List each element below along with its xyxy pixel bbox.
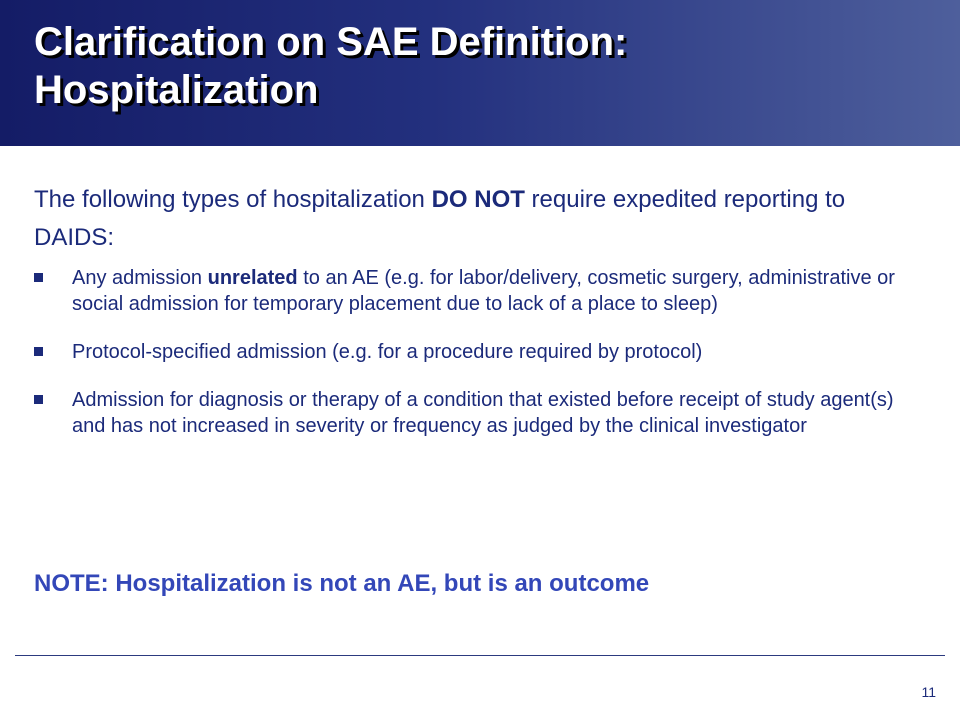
bullet-1-text-start: Any admission <box>72 267 208 289</box>
bullet-list <box>34 265 924 461</box>
bullet-2-text: Protocol-specified admission (e.g. for a procedure required by protocol) <box>72 341 703 363</box>
bullet-3-text: Admission for diagnosis or therapy of a condition that existed before receipt of study agent(s) and has not increased in severity or frequency as judged by the clinical investigator <box>72 389 894 437</box>
page-number: 11 <box>921 684 936 700</box>
bullet-item-preexisting-condition <box>34 387 924 439</box>
bullet-1-text-end: to an AE (e.g. for labor/delivery, cosmetic surgery, administrative or social admission for temporary placement due to lack of a place to sleep) <box>72 267 895 315</box>
square-bullet-icon <box>34 347 43 356</box>
square-bullet-icon <box>34 273 43 282</box>
footer-divider <box>15 655 945 656</box>
intro-paragraph <box>34 181 914 257</box>
bullet-item-protocol-admission <box>34 339 924 365</box>
slide-title <box>34 18 934 114</box>
bullet-item-unrelated-admission <box>34 265 924 317</box>
bullet-1-emphasis: unrelated <box>207 267 298 289</box>
slide-title-line-2: Hospitalization <box>34 68 319 112</box>
square-bullet-icon <box>34 395 43 404</box>
note-text: NOTE: Hospitalization is not an AE, but is an outcome <box>34 570 650 597</box>
intro-text-start: The following types of hospitalization <box>34 186 432 213</box>
intro-text-end: require expedited reporting to DAIDS: <box>34 186 846 251</box>
slide-title-line-1: Clarification on SAE Definition: <box>34 20 628 64</box>
title-bar <box>0 0 960 146</box>
intro-emphasis: DO NOT <box>431 186 525 213</box>
